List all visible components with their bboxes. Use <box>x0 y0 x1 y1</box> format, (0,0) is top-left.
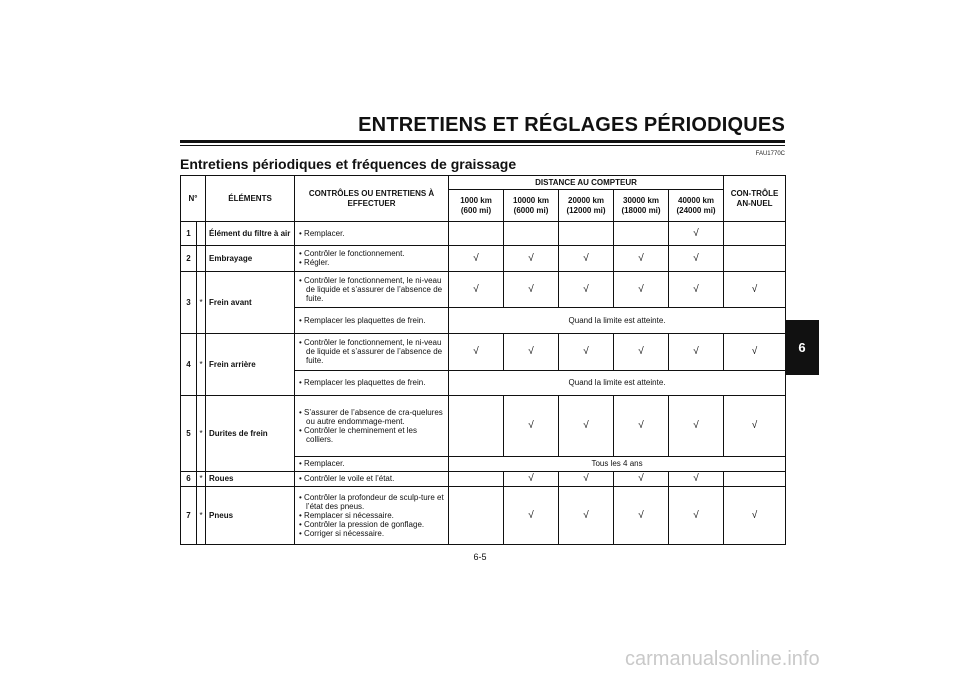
check-mark: √ <box>614 395 669 456</box>
table-row <box>181 471 786 486</box>
row-number: 6 <box>181 471 197 486</box>
row-actions: • Contrôler le voile et l’état. <box>295 471 449 486</box>
check-cell <box>504 222 559 246</box>
check-mark: √ <box>614 471 669 486</box>
row-element: Embrayage <box>206 246 295 271</box>
table-row <box>181 395 786 456</box>
row-element: Frein arrière <box>206 333 295 395</box>
row-actions: • Contrôler le fonctionnement, le ni-veau de liquide et s’assurer de l’absence de fuite. <box>295 271 449 308</box>
header-annual: CON-TRÔLE AN-NUEL <box>724 176 786 222</box>
check-mark: √ <box>504 395 559 456</box>
header-distance: DISTANCE AU COMPTEUR <box>449 176 724 190</box>
row-note: Tous les 4 ans <box>449 456 786 471</box>
table-row <box>181 222 786 246</box>
page-number: 6-5 <box>473 552 487 562</box>
header-elements: ÉLÉMENTS <box>206 176 295 222</box>
row-number: 2 <box>181 246 197 271</box>
check-mark: √ <box>669 222 724 246</box>
row-star <box>197 222 206 246</box>
row-actions: • Remplacer. <box>295 222 449 246</box>
check-cell <box>449 486 504 544</box>
check-cell <box>449 222 504 246</box>
check-mark: √ <box>504 333 559 370</box>
row-actions: • S’assurer de l’absence de cra-quelures ou autre endommage-ment. • Contrôler le cheminement et les colliers. <box>295 395 449 456</box>
check-mark: √ <box>504 271 559 308</box>
row-actions: • Remplacer. <box>295 456 449 471</box>
check-cell <box>724 222 786 246</box>
header-km-1: 1000 km (600 mi) <box>449 190 504 222</box>
row-star: * <box>197 486 206 544</box>
row-number: 1 <box>181 222 197 246</box>
check-cell <box>449 395 504 456</box>
check-mark: √ <box>669 333 724 370</box>
check-cell <box>559 222 614 246</box>
check-mark: √ <box>559 471 614 486</box>
row-star <box>197 246 206 271</box>
check-mark: √ <box>669 246 724 271</box>
row-number: 3 <box>181 271 197 333</box>
check-mark: √ <box>449 333 504 370</box>
row-actions: • Remplacer les plaquettes de frein. <box>295 308 449 333</box>
check-mark: √ <box>724 333 786 370</box>
watermark: carmanualsonline.info <box>625 648 820 670</box>
check-mark: √ <box>449 246 504 271</box>
check-mark: √ <box>724 395 786 456</box>
header-checks: CONTRÔLES OU ENTRETIENS À EFFECTUER <box>295 176 449 222</box>
check-mark: √ <box>614 333 669 370</box>
chapter-tab: 6 <box>785 320 819 375</box>
header-km-3: 20000 km (12000 mi) <box>559 190 614 222</box>
maintenance-table <box>180 175 786 545</box>
row-star: * <box>197 271 206 333</box>
check-mark: √ <box>559 246 614 271</box>
check-mark: √ <box>559 486 614 544</box>
check-cell <box>724 246 786 271</box>
check-mark: √ <box>614 271 669 308</box>
check-mark: √ <box>614 246 669 271</box>
title-rule <box>180 140 785 143</box>
row-star: * <box>197 333 206 395</box>
row-star: * <box>197 471 206 486</box>
check-mark: √ <box>559 333 614 370</box>
table-row <box>181 246 786 271</box>
row-number: 5 <box>181 395 197 471</box>
check-mark: √ <box>559 395 614 456</box>
row-element: Pneus <box>206 486 295 544</box>
reference-code: FAU1770C <box>755 151 785 157</box>
section-title: Entretiens périodiques et fréquences de graissage <box>180 156 517 172</box>
title-rule-thin <box>180 145 785 146</box>
check-mark: √ <box>449 271 504 308</box>
table-row <box>181 333 786 370</box>
table-row <box>181 486 786 544</box>
check-mark: √ <box>504 246 559 271</box>
header-km-4: 30000 km (18000 mi) <box>614 190 669 222</box>
header-km-5: 40000 km (24000 mi) <box>669 190 724 222</box>
check-mark: √ <box>724 271 786 308</box>
row-actions: • Remplacer les plaquettes de frein. <box>295 370 449 395</box>
row-element: Durites de frein <box>206 395 295 471</box>
check-mark: √ <box>669 271 724 308</box>
row-note: Quand la limite est atteinte. <box>449 308 786 333</box>
check-mark: √ <box>669 395 724 456</box>
row-number: 7 <box>181 486 197 544</box>
row-actions: • Contrôler le fonctionnement. • Régler. <box>295 246 449 271</box>
row-star: * <box>197 395 206 471</box>
row-number: 4 <box>181 333 197 395</box>
header-no: N° <box>181 176 206 222</box>
check-mark: √ <box>504 486 559 544</box>
table-row <box>181 271 786 308</box>
row-note: Quand la limite est atteinte. <box>449 370 786 395</box>
check-cell <box>449 471 504 486</box>
check-mark: √ <box>669 486 724 544</box>
check-cell <box>614 222 669 246</box>
check-cell <box>724 471 786 486</box>
check-mark: √ <box>504 471 559 486</box>
row-actions: • Contrôler le fonctionnement, le ni-veau de liquide et s’assurer de l’absence de fuite. <box>295 333 449 370</box>
check-mark: √ <box>559 271 614 308</box>
check-mark: √ <box>669 471 724 486</box>
check-mark: √ <box>724 486 786 544</box>
row-actions: • Contrôler la profondeur de sculp-ture et l’état des pneus. • Remplacer si nécessaire. • Contrôler la pression de gonflage. • Corriger si nécessaire. <box>295 486 449 544</box>
row-element: Roues <box>206 471 295 486</box>
page-title: ENTRETIENS ET RÉGLAGES PÉRIODIQUES <box>358 114 785 136</box>
header-km-2: 10000 km (6000 mi) <box>504 190 559 222</box>
check-mark: √ <box>614 486 669 544</box>
row-element: Élément du filtre à air <box>206 222 295 246</box>
row-element: Frein avant <box>206 271 295 333</box>
